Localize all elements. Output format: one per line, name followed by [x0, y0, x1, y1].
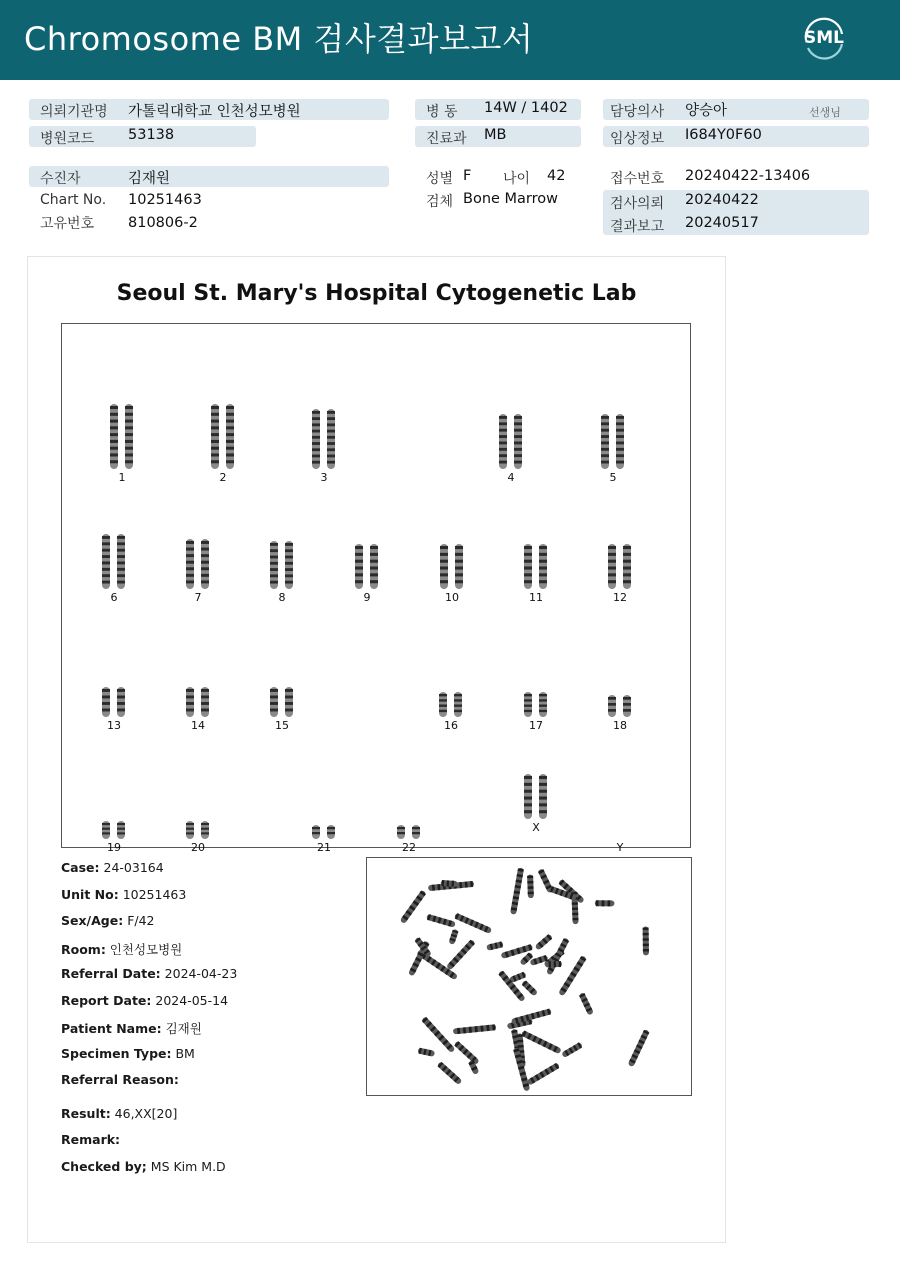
- chromosome-image-15: [260, 642, 304, 717]
- metaphase-spread-image: [366, 857, 692, 1096]
- chromosome-image-22: [387, 764, 431, 839]
- request-label: 검사의뢰: [610, 196, 665, 212]
- chromosome-pair-11: [506, 514, 566, 604]
- metaphase-chromosome: [486, 941, 504, 951]
- checked-by-label: Checked by;: [61, 1159, 147, 1174]
- metaphase-chromosome: [595, 900, 615, 906]
- karyotype-report: [27, 256, 726, 1243]
- report-field-row: [61, 1019, 202, 1037]
- chart-value: 10251463: [128, 192, 202, 208]
- receipt-label: 접수번호: [610, 171, 665, 187]
- chromosome-label: 2: [219, 471, 227, 484]
- metaphase-chromosome: [453, 1024, 497, 1034]
- institution-value: 가톨릭대학교 인천성모병원: [128, 104, 301, 120]
- sml-logo: [798, 14, 850, 66]
- report-field-value: 김재원: [161, 1021, 202, 1036]
- chromosome-pair-15: [252, 642, 312, 732]
- metaphase-chromosome: [426, 914, 456, 928]
- chromosome-image-10: [430, 514, 474, 589]
- report-header-title: Chromosome BM 검사결과보고서: [24, 20, 534, 58]
- report-field-label: Referral Date:: [61, 966, 161, 981]
- age-value: 42: [547, 168, 566, 184]
- chromosome-pair-19: [84, 764, 144, 854]
- chromosome-label: 16: [444, 719, 458, 732]
- chromosome-image-9: [345, 514, 389, 589]
- result-row: [61, 1106, 177, 1121]
- metaphase-chromosome: [421, 1016, 455, 1053]
- chromosome-image-4: [489, 394, 533, 469]
- chromosome-image-21: [302, 764, 346, 839]
- metaphase-chromosome: [527, 875, 534, 899]
- metaphase-chromosome: [558, 955, 587, 996]
- unique-value: 810806-2: [128, 215, 198, 231]
- report-field-label: Referral Reason:: [61, 1072, 179, 1087]
- metaphase-chromosome: [546, 937, 570, 975]
- report-field-label: Specimen Type:: [61, 1046, 172, 1061]
- report-field-label: Case:: [61, 860, 100, 875]
- chromosome-pair-9: [337, 514, 397, 604]
- report-field-label: Report Date:: [61, 993, 152, 1008]
- chromosome-image-14: [176, 642, 220, 717]
- metaphase-chromosome: [545, 961, 562, 968]
- chromosome-label: 17: [529, 719, 543, 732]
- chromosome-label: 22: [402, 841, 416, 854]
- chromosome-image-11: [514, 514, 558, 589]
- report-field-row: [61, 966, 237, 981]
- metaphase-chromosome: [437, 1061, 463, 1085]
- ward-value: 14W / 1402: [484, 100, 568, 116]
- report-field-value: 24-03164: [99, 860, 164, 875]
- chromosome-pair-1: [92, 394, 152, 484]
- dept-label: 진료과: [426, 131, 467, 147]
- report-date-label: 결과보고: [610, 219, 665, 235]
- clinical-value: I684Y0F60: [685, 127, 762, 143]
- checked-by-value: MS Kim M.D: [146, 1159, 226, 1174]
- report-field-row: [61, 940, 182, 958]
- chromosome-image-7: [176, 514, 220, 589]
- patient-label: 수진자: [40, 171, 81, 187]
- report-header: [0, 0, 900, 80]
- metaphase-chromosome: [643, 926, 649, 955]
- chromosome-pair-16: [421, 642, 481, 732]
- specimen-value: Bone Marrow: [463, 191, 559, 207]
- chromosome-label: 15: [275, 719, 289, 732]
- report-field-label: Patient Name:: [61, 1021, 162, 1036]
- chromosome-pair-2: [193, 394, 253, 484]
- chromosome-image-12: [598, 514, 642, 589]
- report-field-value: 인천성모병원: [105, 942, 183, 957]
- request-value: 20240422: [685, 192, 759, 208]
- chromosome-image-13: [92, 642, 136, 717]
- hospital-code-value: 53138: [128, 127, 175, 143]
- chromosome-pair-6: [84, 514, 144, 604]
- metaphase-chromosome: [521, 980, 538, 997]
- report-field-label: Room:: [61, 942, 106, 957]
- chromosome-label: 7: [194, 591, 202, 604]
- report-field-row: [61, 887, 186, 902]
- specimen-label: 검체: [426, 194, 454, 210]
- chromosome-image-18: [598, 642, 642, 717]
- report-field-value: F/42: [123, 913, 155, 928]
- metaphase-chromosome: [448, 929, 458, 945]
- chromosome-label: 12: [613, 591, 627, 604]
- chromosome-pair-5: [583, 394, 643, 484]
- chromosome-label: 6: [110, 591, 118, 604]
- report-field-value: BM: [171, 1046, 195, 1061]
- chromosome-label: 4: [507, 471, 515, 484]
- doctor-label: 담당의사: [610, 104, 665, 120]
- metaphase-chromosome: [400, 890, 427, 924]
- chromosome-image-16: [429, 642, 473, 717]
- chromosome-pair-7: [168, 514, 228, 604]
- chart-label: Chart No.: [40, 192, 107, 208]
- result-label: Result:: [61, 1106, 111, 1121]
- receipt-value: 20240422-13406: [685, 168, 811, 184]
- report-field-row: [61, 913, 155, 928]
- chromosome-label: 20: [191, 841, 205, 854]
- chromosome-label: 8: [278, 591, 286, 604]
- metaphase-chromosome: [579, 992, 594, 1015]
- chromosome-pair-8: [252, 514, 312, 604]
- dept-value: MB: [484, 127, 507, 143]
- metaphase-chromosome: [510, 867, 524, 914]
- age-label: 나이: [503, 171, 531, 187]
- chromosome-image-1: [100, 394, 144, 469]
- chromosome-pair-17: [506, 642, 566, 732]
- metaphase-chromosomes: [367, 858, 691, 1095]
- sex-value: F: [463, 168, 472, 184]
- remark-row: [61, 1132, 120, 1147]
- chromosome-image-X: [514, 744, 558, 819]
- chromosome-image-8: [260, 514, 304, 589]
- report-field-row: [61, 993, 228, 1008]
- result-value: 46,XX[20]: [110, 1106, 178, 1121]
- lab-title: Seoul St. Mary's Hospital Cytogenetic Lab: [116, 281, 637, 306]
- chromosome-pair-21: [294, 764, 354, 854]
- report-field-row: [61, 1046, 195, 1061]
- metaphase-chromosome: [521, 1030, 562, 1054]
- chromosome-pair-22: [379, 764, 439, 854]
- doctor-suffix: 선생님: [809, 106, 841, 119]
- chromosome-pair-3: [294, 394, 354, 484]
- chromosome-label: 19: [107, 841, 121, 854]
- chromosome-image-6: [92, 514, 136, 589]
- chromosome-image-Y: [598, 764, 642, 839]
- report-field-value: 10251463: [118, 887, 187, 902]
- metaphase-chromosome: [454, 1040, 480, 1065]
- metaphase-chromosome: [526, 1062, 560, 1085]
- metaphase-chromosome: [628, 1029, 650, 1067]
- karyogram: [61, 323, 691, 854]
- metaphase-chromosome: [441, 880, 458, 887]
- chromosome-label: 3: [320, 471, 328, 484]
- report-field-label: Sex/Age:: [61, 913, 124, 928]
- hospital-code-label: 병원코드: [40, 131, 95, 147]
- chromosome-label: 10: [445, 591, 459, 604]
- chromosome-image-17: [514, 642, 558, 717]
- chromosome-label: 13: [107, 719, 121, 732]
- logo-text: SML: [804, 28, 844, 48]
- report-field-label: Unit No:: [61, 887, 119, 902]
- chromosome-image-20: [176, 764, 220, 839]
- chromosome-pair-13: [84, 642, 144, 732]
- chromosome-label: 11: [529, 591, 543, 604]
- sex-label: 성별: [426, 171, 454, 187]
- chromosome-pair-X: [506, 744, 566, 834]
- chromosome-label: Y: [616, 841, 624, 854]
- report-field-value: 2024-05-14: [151, 993, 229, 1008]
- report-field-value: 2024-04-23: [160, 966, 238, 981]
- chromosome-pair-4: [481, 394, 541, 484]
- chromosome-label: 21: [317, 841, 331, 854]
- patient-value: 김재원: [128, 171, 171, 187]
- chromosome-pair-12: [590, 514, 650, 604]
- chromosome-label: 14: [191, 719, 205, 732]
- ward-label: 병 동: [426, 104, 458, 120]
- chromosome-pair-Y: [590, 764, 650, 854]
- metaphase-chromosome: [535, 934, 553, 951]
- report-field-row: [61, 1072, 179, 1087]
- chromosome-image-19: [92, 764, 136, 839]
- metaphase-chromosome: [561, 1042, 583, 1058]
- chromosome-label: 9: [363, 591, 371, 604]
- chromosome-label: 18: [613, 719, 627, 732]
- doctor-value: 양승아: [685, 103, 728, 119]
- metaphase-chromosome: [454, 913, 492, 934]
- metaphase-chromosome: [417, 1047, 435, 1056]
- metaphase-chromosome: [446, 939, 476, 970]
- chromosome-pair-18: [590, 642, 650, 732]
- chromosome-label: 5: [609, 471, 617, 484]
- chromosome-label: 1: [118, 471, 126, 484]
- chromosome-image-3: [302, 394, 346, 469]
- institution-label: 의뢰기관명: [40, 104, 108, 120]
- patient-bar: [29, 166, 389, 187]
- chromosome-image-2: [201, 394, 245, 469]
- checked-by-row: [61, 1159, 226, 1174]
- chromosome-label: X: [532, 821, 540, 834]
- chromosome-pair-20: [168, 764, 228, 854]
- report-date-value: 20240517: [685, 215, 759, 231]
- report-field-row: [61, 860, 164, 875]
- clinical-label: 임상정보: [610, 131, 665, 147]
- unique-label: 고유번호: [40, 216, 95, 232]
- chromosome-pair-10: [422, 514, 482, 604]
- remark-label: Remark:: [61, 1132, 121, 1147]
- chromosome-image-5: [591, 394, 635, 469]
- chromosome-pair-14: [168, 642, 228, 732]
